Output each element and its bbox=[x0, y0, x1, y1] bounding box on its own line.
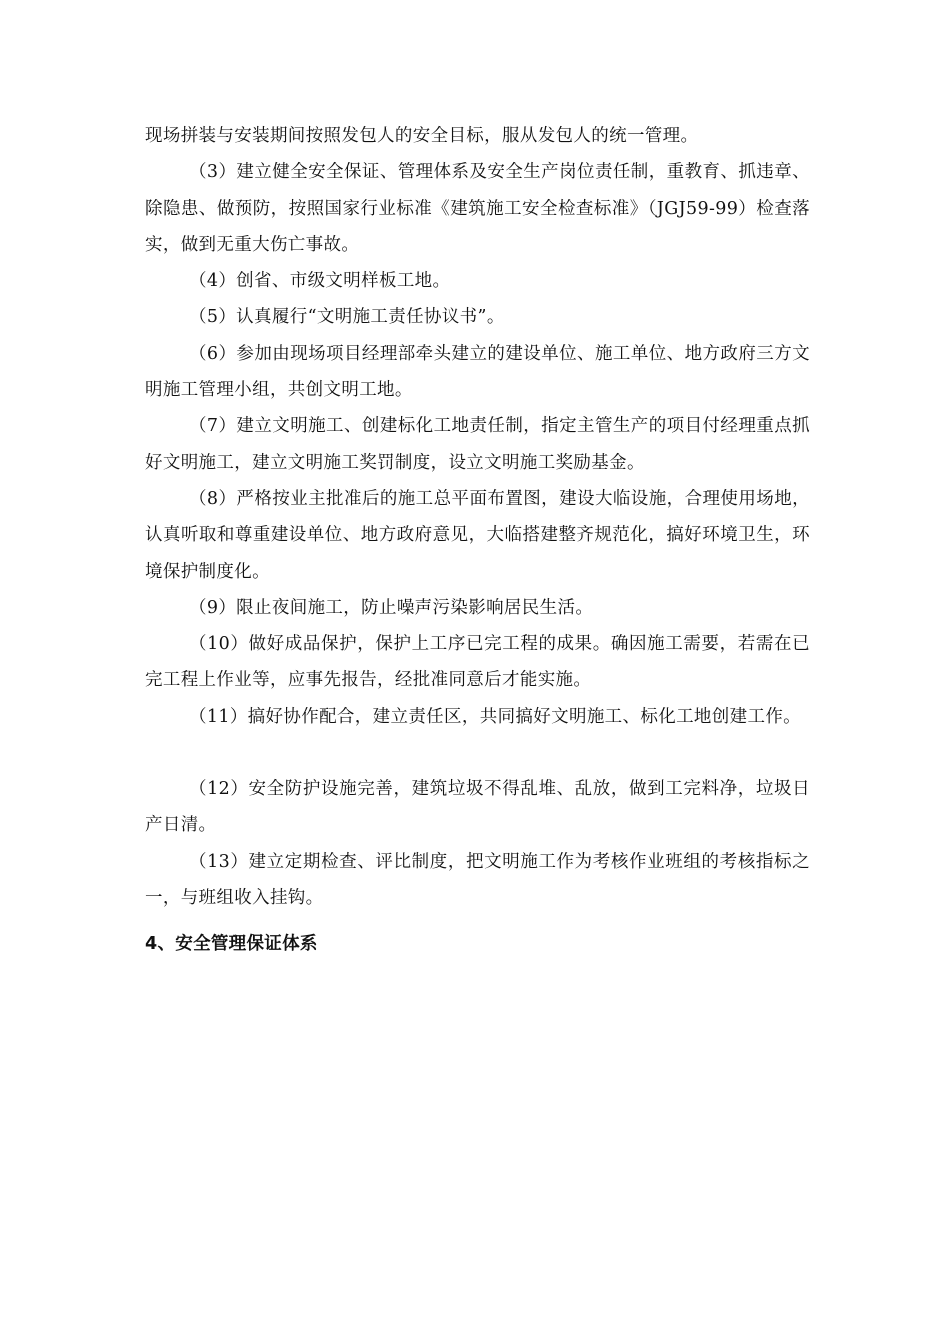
paragraph-item-7: （7）建立文明施工、创建标化工地责任制，指定主管生产的项目付经理重点抓好文明施工，建立文明施工奖罚制度，设立文明施工奖励基金。 bbox=[145, 416, 810, 473]
paragraph-item-9: （9）限止夜间施工，防止噪声污染影响居民生活。 bbox=[189, 597, 594, 618]
paragraph-continuation: 现场拼装与安装期间按照发包人的安全目标，服从发包人的统一管理。 bbox=[145, 126, 699, 146]
document-body bbox=[145, 118, 810, 962]
paragraph-item-4: （4）创省、市级文明样板工地。 bbox=[189, 271, 451, 292]
blank-line bbox=[145, 735, 810, 771]
paragraph-item-12: （12）安全防护设施完善，建筑垃圾不得乱堆、乱放，做到工完料净，垃圾日产日清。 bbox=[145, 779, 810, 836]
paragraph-item-13: （13）建立定期检查、评比制度，把文明施工作为考核作业班组的考核指标之一，与班组收入挂钩。 bbox=[145, 851, 810, 908]
paragraph-item-3: （3）建立健全安全保证、管理体系及安全生产岗位责任制，重教育、抓违章、除隐患、做预防，按照国家行业标准《建筑施工安全检查标准》（JGJ59-99）检查落实，做到无重大伤亡事故。 bbox=[145, 162, 810, 255]
paragraph-item-11: （11）搞好协作配合，建立责任区，共同搞好文明施工、标化工地创建工作。 bbox=[189, 706, 802, 727]
paragraph-item-10: （10）做好成品保护，保护上工序已完工程的成果。确因施工需要，若需在已完工程上作业等，应事先报告，经批准同意后才能实施。 bbox=[145, 634, 810, 691]
paragraph-item-5: （5）认真履行“文明施工责任协议书”。 bbox=[189, 307, 505, 328]
paragraph-item-8: （8）严格按业主批准后的施工总平面布置图，建设大临设施，合理使用场地，认真听取和尊重建设单位、地方政府意见，大临搭建整齐规范化，搞好环境卫生，环境保护制度化。 bbox=[145, 488, 810, 582]
paragraph-item-6: （6）参加由现场项目经理部牵头建立的建设单位、施工单位、地方政府三方文明施工管理小组，共创文明工地。 bbox=[145, 343, 810, 401]
section-heading: 4、安全管理保证体系 bbox=[145, 934, 318, 955]
